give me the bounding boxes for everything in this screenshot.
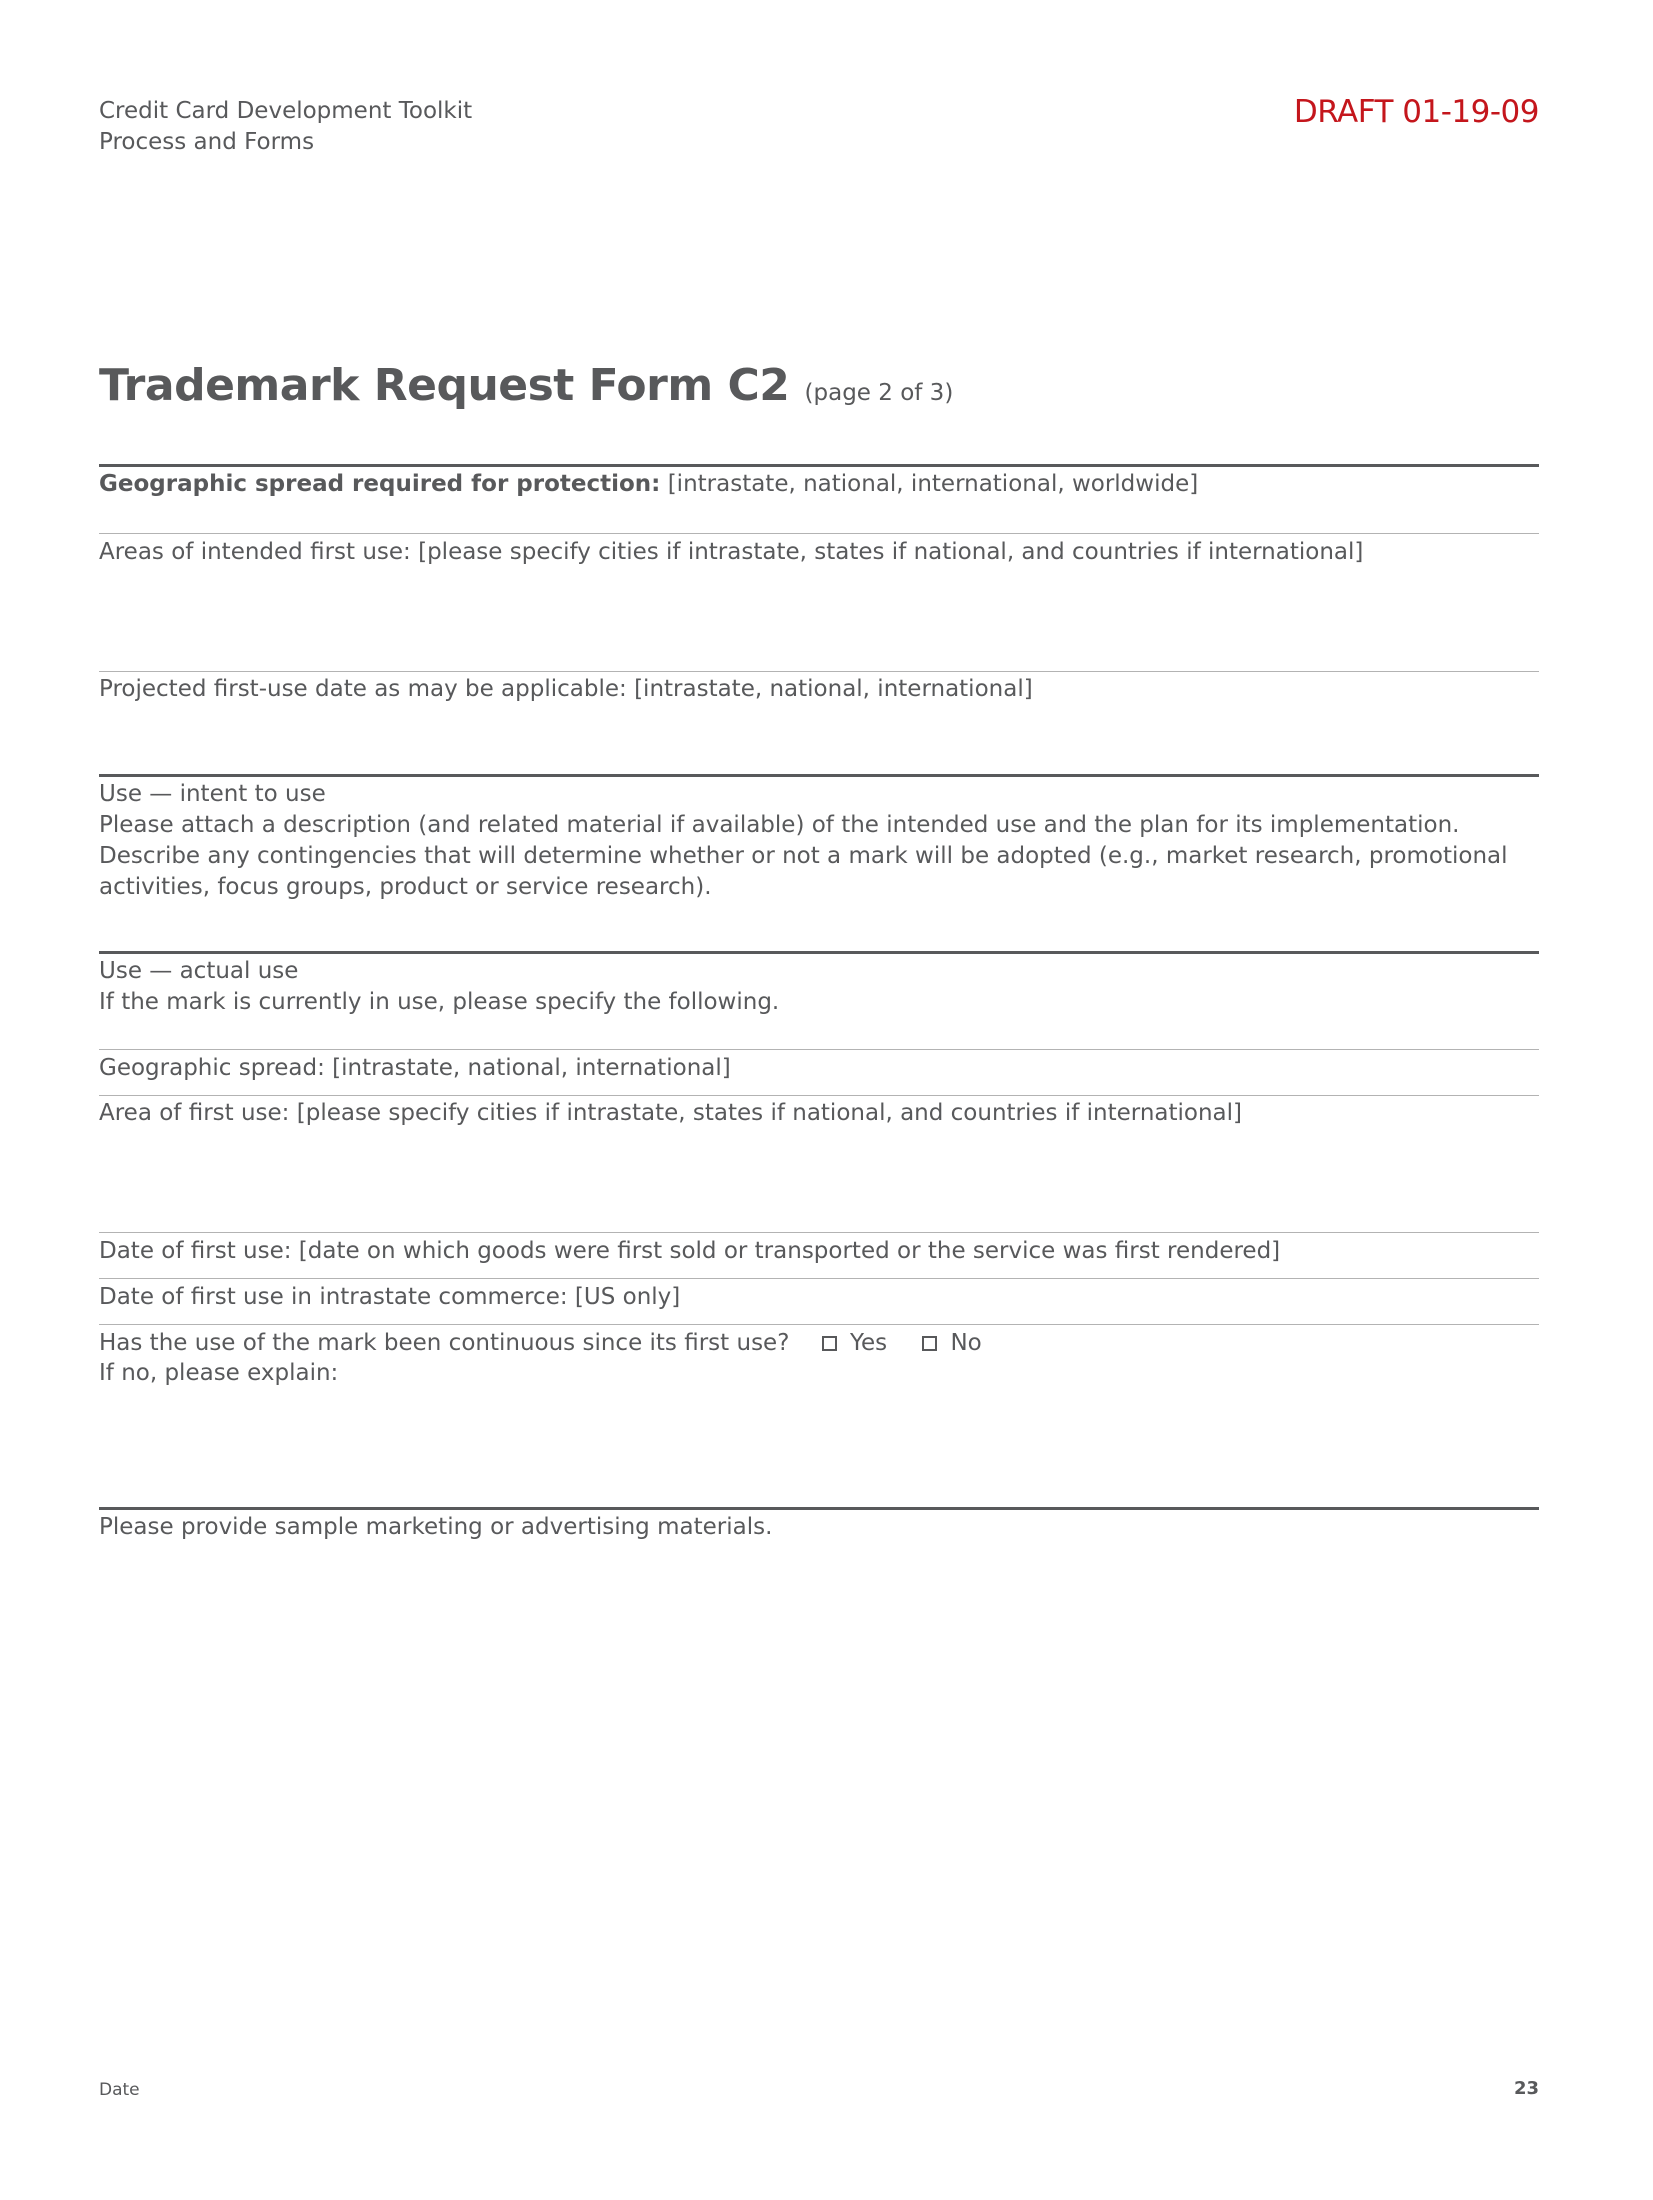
intent-to-use-description: Please attach a description (and related material if available) of the intended use and the plan for its implementation. Describe any contingencies that will determine whether or not a mark will be adopted (e.g., market research, promotional activities, focus groups, product or service research). bbox=[99, 812, 1508, 900]
section-divider-actual bbox=[99, 951, 1539, 954]
form-page-indicator: (page 2 of 3) bbox=[804, 380, 954, 406]
section-divider-intent bbox=[99, 774, 1539, 777]
continuous-use-yes-checkbox[interactable] bbox=[822, 1328, 887, 1359]
field-divider bbox=[99, 1049, 1539, 1050]
projected-first-use-date-field[interactable]: Projected first-use date as may be applicable: [intrastate, national, international] bbox=[99, 676, 1033, 702]
field-divider bbox=[99, 1232, 1539, 1233]
date-intrastate-commerce-field[interactable]: Date of first use in intrastate commerce: [US only] bbox=[99, 1284, 681, 1310]
yes-label: Yes bbox=[850, 1330, 888, 1356]
field-divider bbox=[99, 1324, 1539, 1325]
continuous-use-no-checkbox[interactable] bbox=[922, 1328, 981, 1359]
checkbox-icon bbox=[822, 1336, 837, 1351]
intent-to-use-heading: Use — intent to use bbox=[99, 781, 326, 807]
header-toolkit-title: Credit Card Development Toolkit bbox=[99, 98, 473, 124]
actual-use-intro: If the mark is currently in use, please specify the following. bbox=[99, 989, 780, 1015]
header-section-title: Process and Forms bbox=[99, 129, 315, 155]
area-of-first-use-field[interactable]: Area of first use: [please specify cities if intrastate, states if national, and countries if international] bbox=[99, 1100, 1243, 1126]
sample-materials-heading: Please provide sample marketing or advertising materials. bbox=[99, 1514, 773, 1540]
page-number: 23 bbox=[1513, 2078, 1539, 2099]
draft-stamp: DRAFT 01-19-09 bbox=[1293, 94, 1539, 130]
continuous-use-question: Has the use of the mark been continuous since its first use? bbox=[99, 1330, 790, 1356]
section-divider-geographic bbox=[99, 464, 1539, 467]
field-divider bbox=[99, 533, 1539, 534]
field-divider bbox=[99, 1278, 1539, 1279]
geographic-spread-field[interactable] bbox=[99, 469, 1539, 500]
document-header bbox=[99, 96, 472, 158]
field-divider bbox=[99, 1095, 1539, 1096]
continuous-use-options bbox=[822, 1328, 1010, 1360]
geographic-spread-options: [intrastate, national, international, worldwide] bbox=[660, 471, 1199, 497]
footer-date-label: Date bbox=[99, 2080, 140, 2100]
geographic-spread-label: Geographic spread required for protection: bbox=[99, 471, 661, 497]
no-label: No bbox=[950, 1330, 982, 1356]
areas-intended-first-use-field[interactable]: Areas of intended first use: [please specify cities if intrastate, states if national, and countries if international] bbox=[99, 539, 1364, 565]
date-of-first-use-field[interactable]: Date of first use: [date on which goods were first sold or transported or the service was first rendered] bbox=[99, 1238, 1281, 1264]
actual-use-heading: Use — actual use bbox=[99, 958, 299, 984]
form-title-row bbox=[99, 360, 953, 411]
geographic-spread-actual-field[interactable]: Geographic spread: [intrastate, national, international] bbox=[99, 1055, 731, 1081]
field-divider bbox=[99, 671, 1539, 672]
checkbox-icon bbox=[922, 1336, 937, 1351]
if-no-explain-field[interactable]: If no, please explain: bbox=[99, 1360, 339, 1386]
section-divider-samples bbox=[99, 1507, 1539, 1510]
form-title: Trademark Request Form C2 bbox=[99, 360, 790, 411]
